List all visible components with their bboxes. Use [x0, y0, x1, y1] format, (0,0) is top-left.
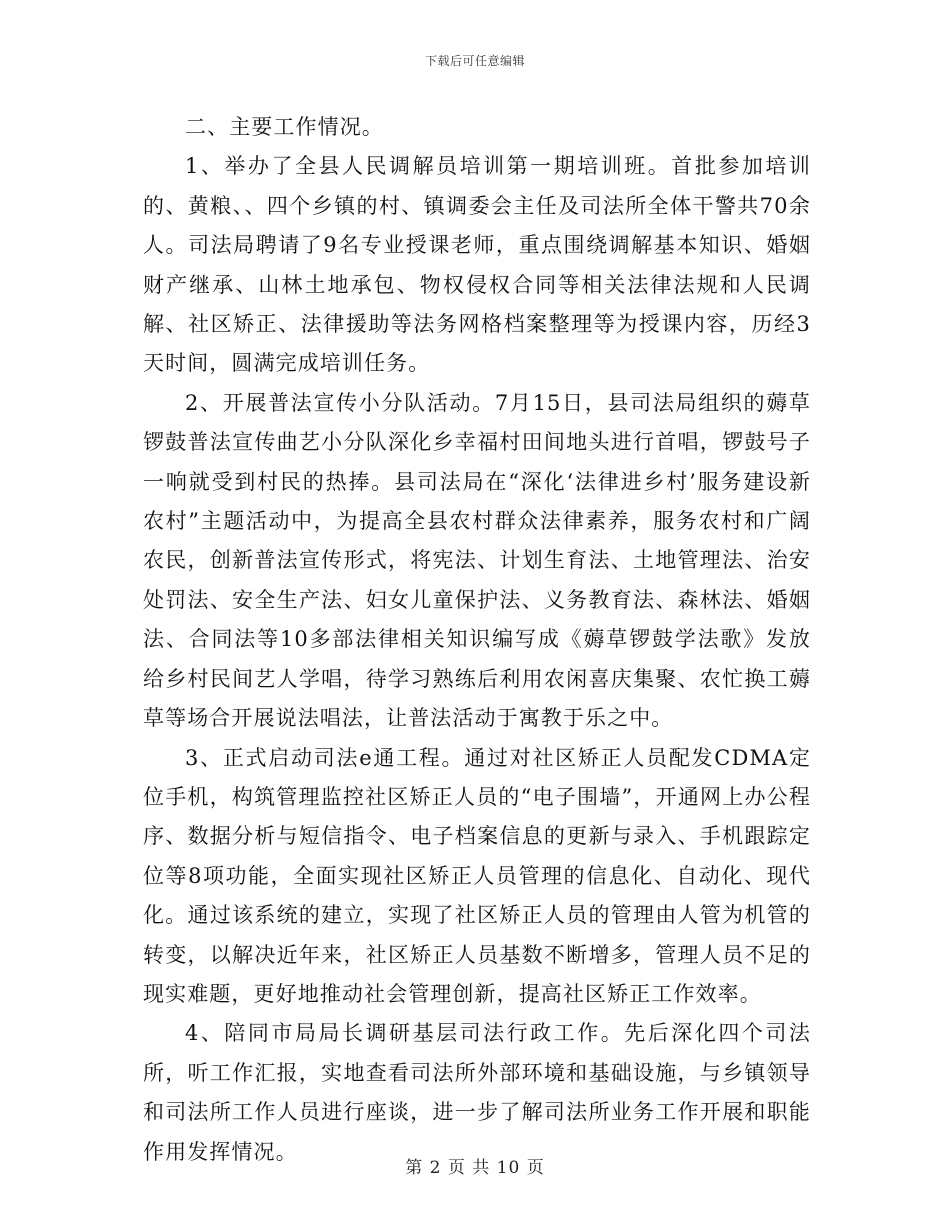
paragraph-training: 1、举办了全县人民调解员培训第一期培训班。首批参加培训的、黄粮、、四个乡镇的村、镇调委会主任及司法所全体干警共70余人。司法局聘请了9名专业授课老师，重点围绕调解基本知识、婚姻财产继承、山林土地承包、物权侵权合同等相关法律法规和人民调解、社区矫正、法律援助等法务网格档案整理等为授课内容，历经3天时间，圆满完成培训任务。	[143, 154, 811, 376]
section-heading: 二、主要工作情况。	[185, 115, 384, 139]
paragraph-research-visit: 4、陪同市局局长调研基层司法行政工作。先后深化四个司法所，听工作汇报，实地查看司法所外部环境和基础设施，与乡镇领导和司法所工作人员进行座谈，进一步了解司法所业务工作开展和职能作用发挥情况。	[143, 1021, 811, 1164]
paragraph-e-tong-project: 3、正式启动司法e通工程。通过对社区矫正人员配发CDMA定位手机，构筑管理监控社区矫正人员的“电子围墙”，开通网上办公程序、数据分析与短信指令、电子档案信息的更新与录入、手机跟踪定位等8项功能，全面实现社区矫正人员管理的信息化、自动化、现代化。通过该系统的建立，实现了社区矫正人员的管理由人管为机管的转变，以解决近年来，社区矫正人员基数不断增多，管理人员不足的现实难题，更好地推动社会管理创新，提高社区矫正工作效率。	[143, 745, 811, 1006]
page-number-footer: 第 2 页 共 10 页	[405, 1158, 545, 1178]
page-header-note: 下载后可任意编辑	[424, 54, 525, 68]
document-body	[143, 108, 811, 1172]
paragraph-legal-publicity: 2、开展普法宣传小分队活动。7月15日，县司法局组织的薅草锣鼓普法宣传曲艺小分队深化乡幸福村田间地头进行首唱，锣鼓号子一响就受到村民的热捧。县司法局在“深化‘法律进乡村’服务建设新农村”主题活动中，为提高全县农村群众法律素养，服务农村和广阔农民，创新普法宣传形式，将宪法、计划生育法、土地管理法、治安处罚法、安全生产法、妇女儿童保护法、义务教育法、森林法、婚姻法、合同法等10多部法律相关知识编写成《薅草锣鼓学法歌》发放给乡村民间艺人学唱，待学习熟练后利用农闲喜庆集聚、农忙换工薅草等场合开展说法唱法，让普法活动于寓教于乐之中。	[143, 390, 811, 731]
